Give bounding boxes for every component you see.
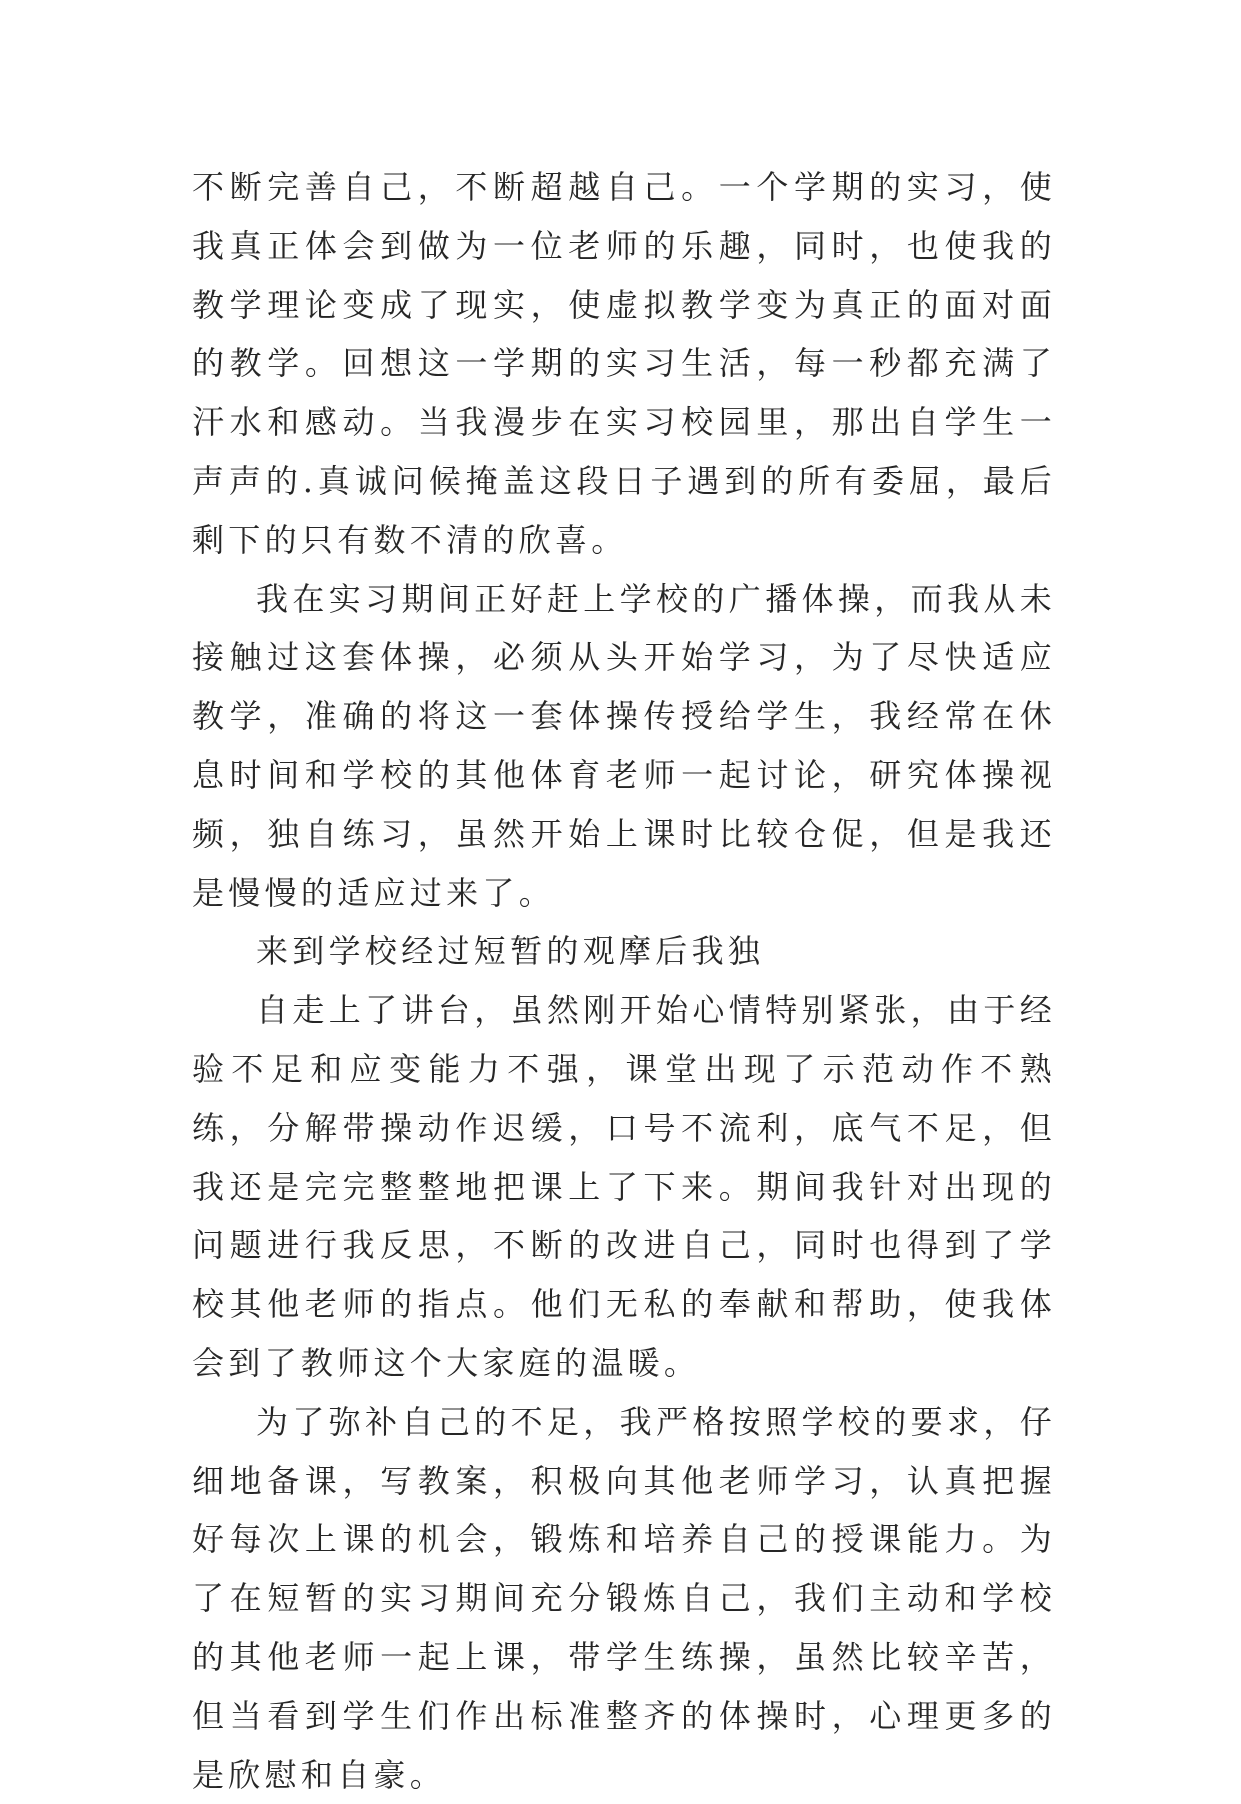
paragraph-5: 为了弥补自己的不足，我严格按照学校的要求，仔细地备课，写教案，积极向其他老师学习，认真把握好每次上课的机会，锻炼和培养自己的授课能力。为了在短暂的实习期间充分锻炼自己，我们主动和学校的其他老师一起上课，带学生练操，虽然比较辛苦，但当看到学生们作出标准整齐的体操时，心理更多的是欣慰和自豪。 xyxy=(192,1402,1056,1794)
body-text xyxy=(192,158,1056,1804)
paragraph-2: 我在实习期间正好赶上学校的广播体操，而我从未接触过这套体操，必须从头开始学习，为了尽快适应教学，准确的将这一套体操传授给学生，我经常在休息时间和学校的其他体育老师一起讨论，研究体操视频，独自练习，虽然开始上课时比较仓促，但是我还是慢慢的适应过来了。 xyxy=(192,579,1056,912)
paragraph-3: 来到学校经过短暂的观摩后我独 xyxy=(256,932,765,971)
paragraph-4: 自走上了讲台，虽然刚开始心情特别紧张，由于经验不足和应变能力不强，课堂出现了示范动作不熟练，分解带操动作迟缓，口号不流利，底气不足，但我还是完完整整地把课上了下来。期间我针对出现的问题进行我反思，不断的改进自己，同时也得到了学校其他老师的指点。他们无私的奉献和帮助，使我体会到了教师这个大家庭的温暖。 xyxy=(192,991,1056,1382)
paragraph-1: 不断完善自己，不断超越自己。一个学期的实习，使我真正体会到做为一位老师的乐趣，同时，也使我的教学理论变成了现实，使虚拟教学变为真正的面对面的教学。回想这一学期的实习生活，每一秒都充满了汗水和感动。当我漫步在实习校园里，那出自学生一声声的.真诚问候掩盖这段日子遇到的所有委屈，最后剩下的只有数不清的欣喜。 xyxy=(192,168,1056,559)
